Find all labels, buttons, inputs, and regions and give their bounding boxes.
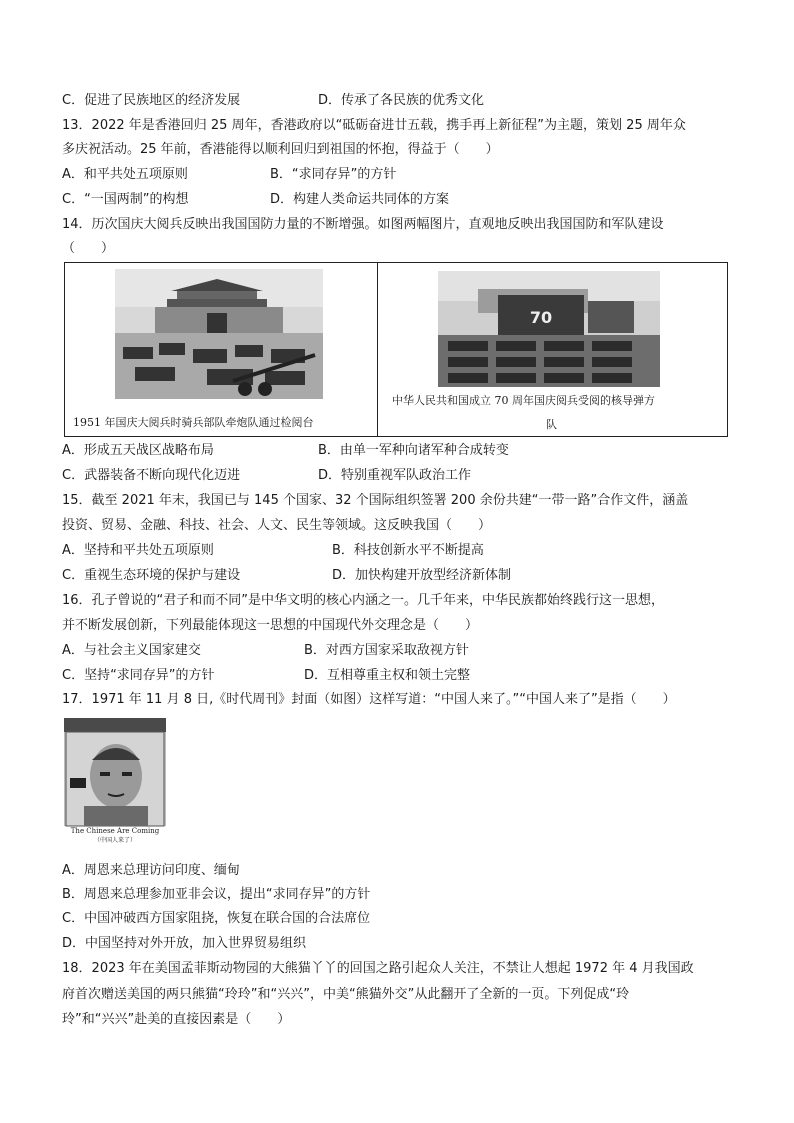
q13-option-b: B．“求同存异”的方针 [270, 167, 397, 182]
q15-option-a: A．坚持和平共处五项原则 [62, 543, 214, 558]
q16-option-d: D．互相尊重主权和领土完整 [304, 668, 471, 683]
q13-stem-line1: 13．2022 年是香港回归 25 周年，香港政府以“砥砺奋进廿五载，携手再上新征程”为主题，策划 25 周年众 [62, 118, 686, 133]
q16-option-a: A．与社会主义国家建交 [62, 643, 201, 658]
q14-stem-line2: （ ） [62, 241, 115, 256]
q14-right-caption-line2: 队 [546, 418, 557, 431]
q17-option-c: C．中国冲破西方国家阻挠，恢复在联合国的合法席位 [62, 911, 371, 926]
q14-option-a: A．形成五天战区战略布局 [62, 443, 214, 458]
q16-option-c: C．坚持“求同存异”的方针 [62, 668, 215, 683]
parade-2019-photo [438, 271, 660, 387]
q17-option-b: B．周恩来总理参加亚非会议，提出“求同存异”的方针 [62, 887, 371, 902]
q15-stem-line1: 15．截至 2021 年末，我国已与 145 个国家、32 个国际组织签署 200 余份共建“一带一路”合作文件，涵盖 [62, 493, 689, 508]
q13-option-a: A．和平共处五项原则 [62, 167, 188, 182]
q16-stem-line1: 16．孔子曾说的“君子和而不同”是中华文明的核心内涵之一。几千年来，中华民族都始终践行这一思想， [62, 593, 665, 608]
q15-stem-line2: 投资、贸易、金融、科技、社会、人文、民生等领域。这反映我国（ ） [62, 518, 492, 533]
cover-caption-en: The Chinese Are Coming [70, 827, 160, 835]
q18-stem-line3: 玲”和“兴兴”赴美的直接因素是（ ） [62, 1012, 291, 1027]
q14-right-cell [378, 263, 727, 436]
q14-stem-line1: 14．历次国庆大阅兵反映出我国国防力量的不断增强。如图两幅图片，直观地反映出我国国防和军队建设 [62, 217, 664, 232]
q14-option-c: C．武器装备不断向现代化迈进 [62, 468, 241, 483]
q14-image-table [64, 262, 728, 437]
q14-option-b: B．由单一军种向诸军种合成转变 [318, 443, 509, 458]
q16-stem-line2: 并不断发展创新，下列最能体现这一思想的中国现代外交理念是（ ） [62, 618, 479, 633]
q15-option-d: D．加快构建开放型经济新体制 [332, 568, 512, 583]
cover-caption-zh: （中国人来了） [93, 837, 137, 843]
q12-option-c: C．促进了民族地区的经济发展 [62, 93, 241, 108]
q13-stem-line2: 多庆祝活动。25 年前，香港能得以顺利回归到祖国的怀抱，得益于（ ） [62, 142, 499, 157]
q17-option-a: A．周恩来总理访问印度、缅甸 [62, 863, 240, 878]
q13-option-c: C．“一国两制”的构想 [62, 192, 189, 207]
q15-option-c: C．重视生态环境的保护与建设 [62, 568, 241, 583]
q15-option-b: B．科技创新水平不断提高 [332, 543, 484, 558]
q14-left-caption: 1951 年国庆大阅兵时骑兵部队牵炮队通过检阅台 [73, 416, 314, 429]
q12-option-d: D．传承了各民族的优秀文化 [318, 93, 485, 108]
q14-left-cell [65, 263, 377, 436]
q17-option-d: D．中国坚持对外开放，加入世界贸易组织 [62, 936, 307, 951]
q18-stem-line2: 府首次赠送美国的两只熊猫“玲玲”和“兴兴”，中美“熊猫外交”从此翻开了全新的一页。下列促成“玲 [62, 987, 630, 1002]
q13-option-d: D．构建人类命运共同体的方案 [270, 192, 450, 207]
q18-stem-line1: 18．2023 年在美国孟菲斯动物园的大熊猫丫丫的回国之路引起众人关注，不禁让人想起 1972 年 4 月我国政 [62, 961, 694, 976]
q14-option-d: D．特别重视军队政治工作 [318, 468, 472, 483]
q14-right-caption-line1: 中华人民共和国成立 70 周年国庆阅兵受阅的核导弹方 [392, 394, 655, 407]
banner-70-label: 70 [529, 308, 553, 327]
q17-stem: 17．1971 年 11 月 8 日,《时代周刊》封面（如图）这样写道：“中国人来了。”“中国人来了”是指（ ） [62, 692, 676, 707]
parade-1951-photo [115, 269, 323, 399]
q16-option-b: B．对西方国家采取敌视方针 [304, 643, 469, 658]
time-magazine-cover [64, 718, 166, 843]
